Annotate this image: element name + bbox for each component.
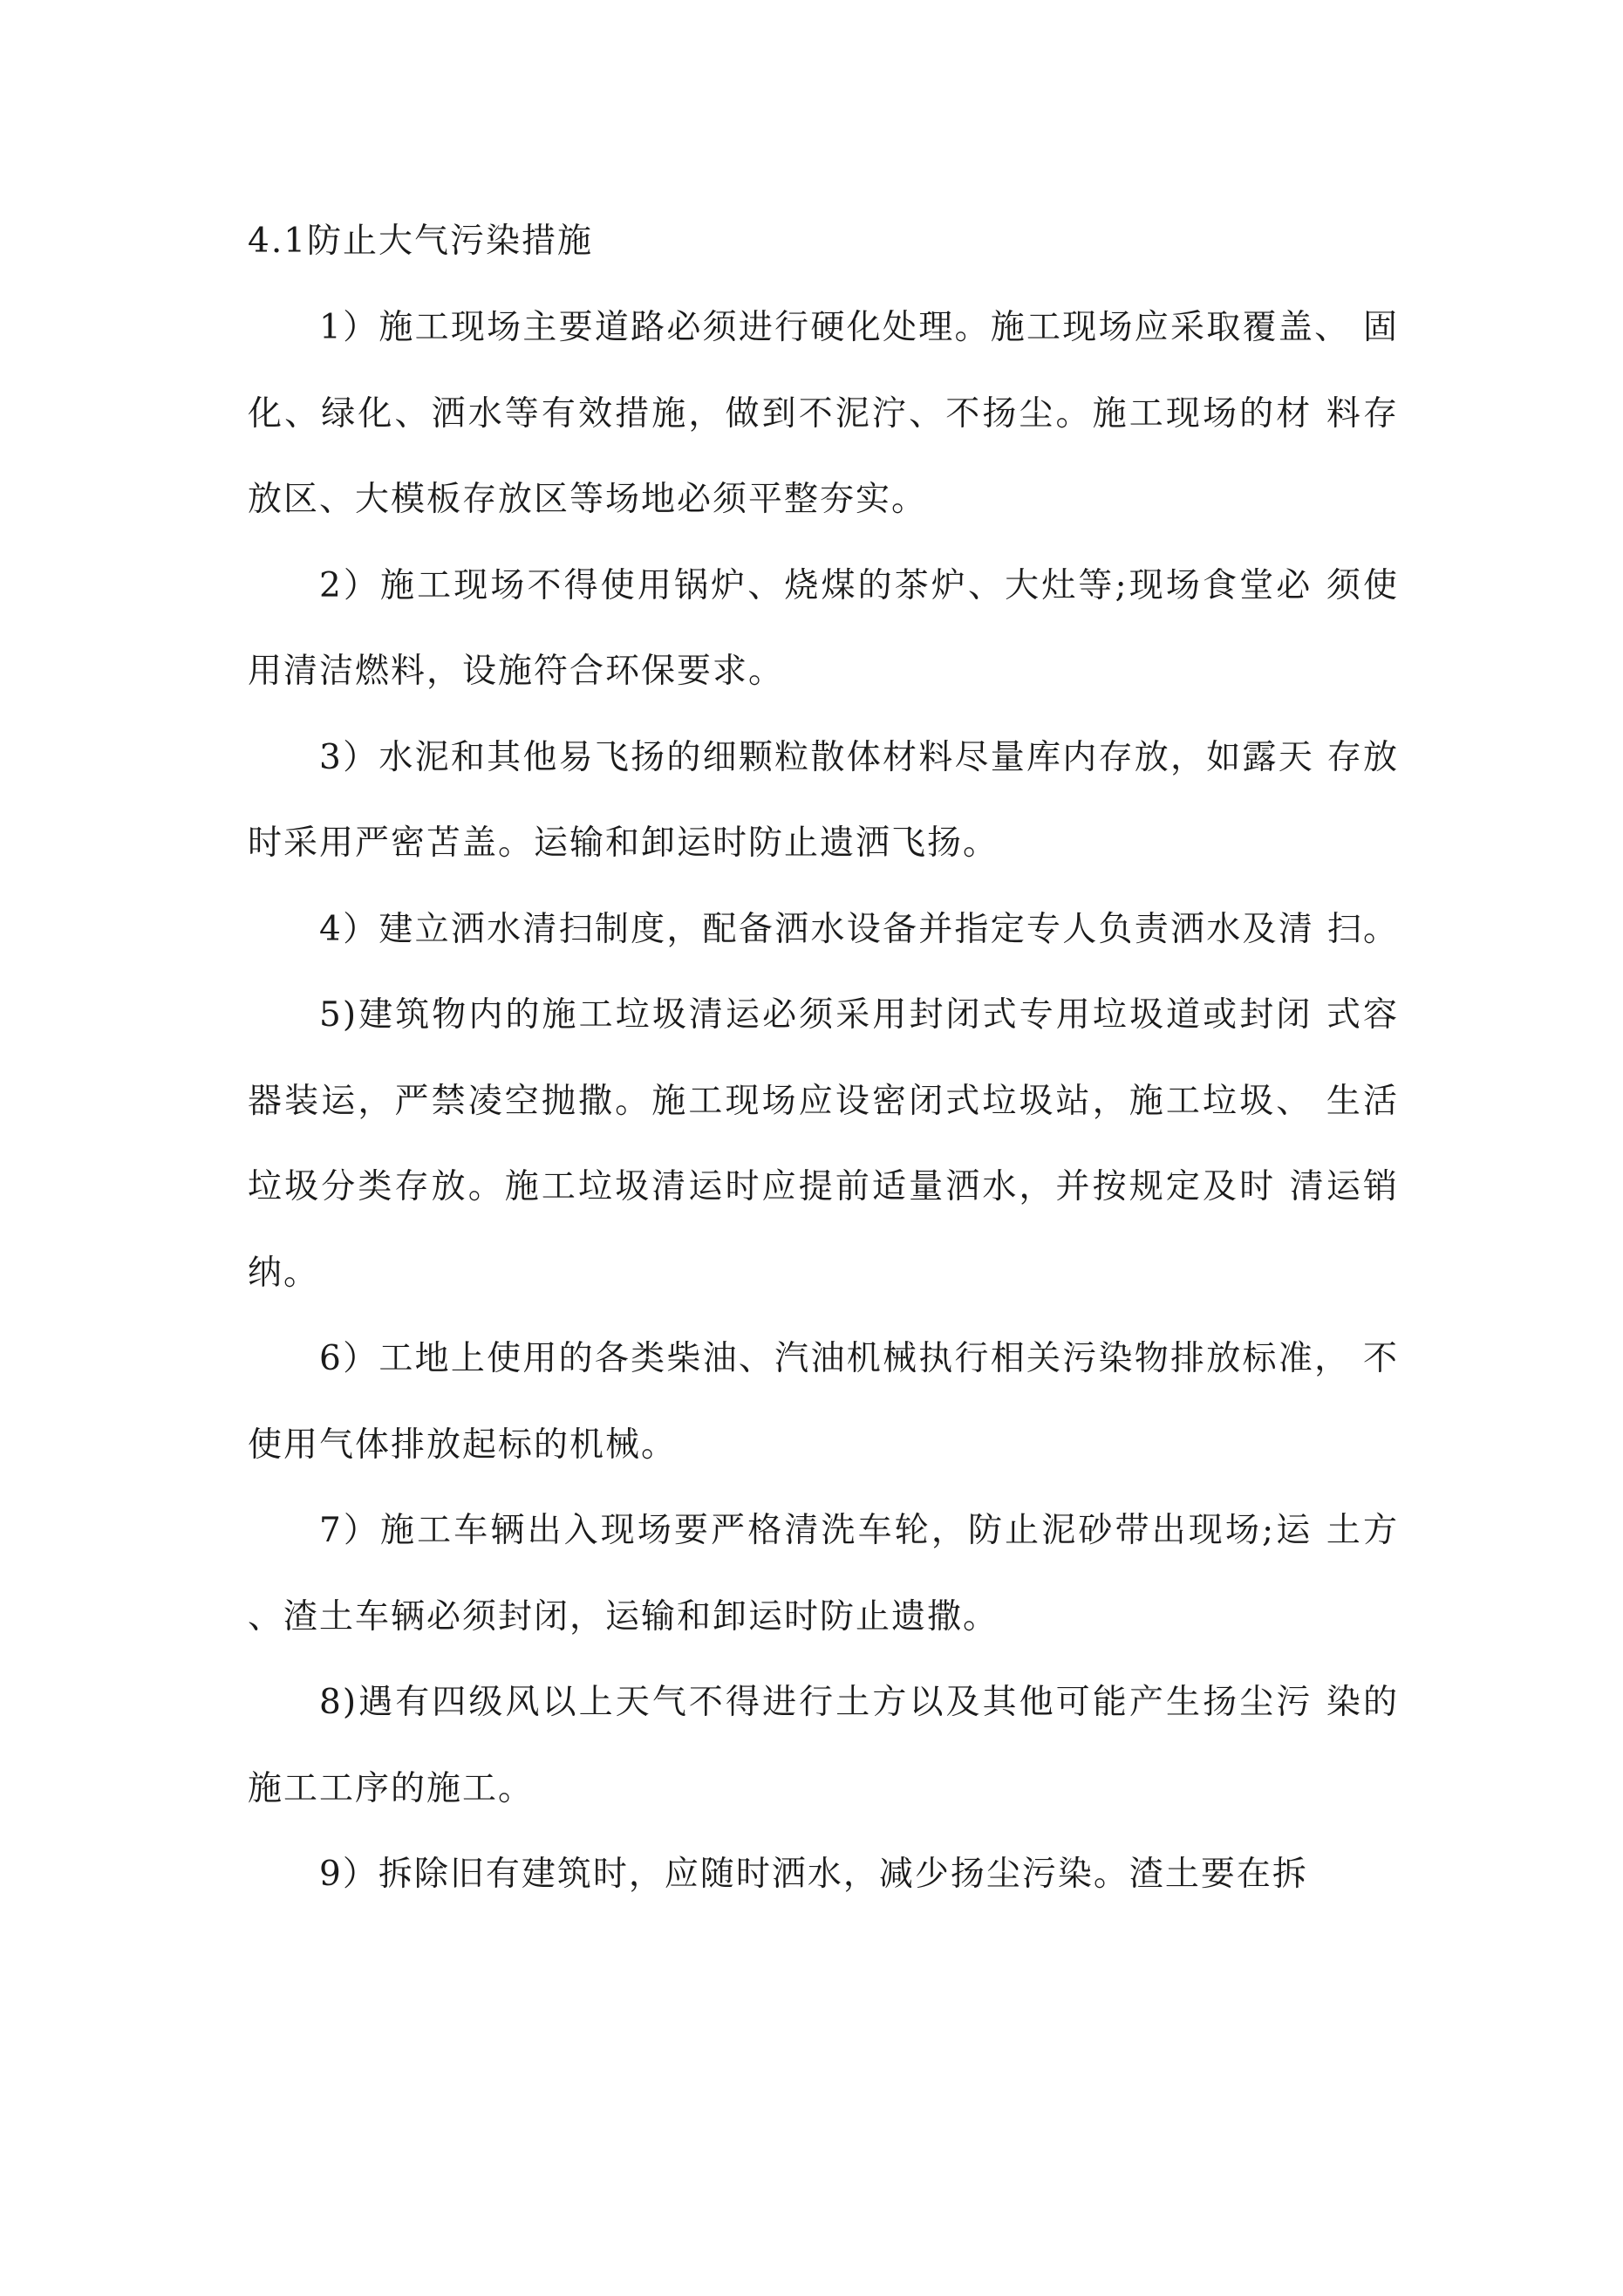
section-heading: 4.1防止大气污染措施: [248, 222, 594, 261]
paragraph-3-line-1: 3）水泥和其他易飞扬的细颗粒散体材料尽量库内存放，如露天 存放: [319, 738, 1399, 777]
paragraph-9-line-1: 9）拆除旧有建筑时，应随时洒水，减少扬尘污染。渣土要在拆: [319, 1855, 1308, 1894]
paragraph-4-line-1: 4）建立洒水清扫制度，配备洒水设备并指定专人负责洒水及清 扫。: [319, 910, 1399, 949]
paragraph-6-line-1: 6）工地上使用的各类柴油、汽油机械执行相关污染物排放标准， 不: [319, 1339, 1399, 1378]
paragraph-7-line-1: 7）施工车辆出入现场要严格清洗车轮，防止泥砂带出现场;运 土方: [319, 1511, 1399, 1550]
paragraph-6-line-2: 使用气体排放起标的机械。: [248, 1425, 678, 1465]
paragraph-5-line-1: 5)建筑物内的施工垃圾清运必须采用封闭式专用垃圾道或封闭 式容: [319, 995, 1399, 1035]
paragraph-8-line-2: 施工工序的施工。: [248, 1769, 535, 1808]
paragraph-5-line-4: 纳。: [248, 1254, 320, 1293]
paragraph-2-line-2: 用清洁燃料，设施符合环保要求。: [248, 652, 785, 691]
paragraph-5-line-3: 垃圾分类存放。施工垃圾清运时应提前适量洒水，并按规定及时 清运销: [248, 1167, 1399, 1206]
paragraph-5-line-2: 器装运，严禁凌空抛撒。施工现场应设密闭式垃圾站，施工垃圾、 生活: [248, 1082, 1399, 1121]
paragraph-8-line-1: 8)遇有四级风以上天气不得进行土方以及其他可能产生扬尘污 染的: [319, 1683, 1399, 1722]
paragraph-1-line-3: 放区、大模板存放区等场地必须平整夯实。: [248, 480, 928, 519]
paragraph-1-line-1: 1）施工现场主要道路必须进行硬化处理。施工现场应采取覆盖、 固: [319, 308, 1399, 347]
paragraph-7-line-2: 、渣土车辆必须封闭，运输和卸运时防止遗撒。: [248, 1597, 999, 1637]
paragraph-3-line-2: 时采用严密苫盖。运输和卸运时防止遗洒飞扬。: [248, 823, 999, 863]
paragraph-2-line-1: 2）施工现场不得使用锅炉、烧煤的茶炉、大灶等;现场食堂必 须使: [319, 566, 1399, 605]
paragraph-1-line-2: 化、绿化、洒水等有效措施，做到不泥泞、不扬尘。施工现场的材 料存: [248, 394, 1399, 434]
